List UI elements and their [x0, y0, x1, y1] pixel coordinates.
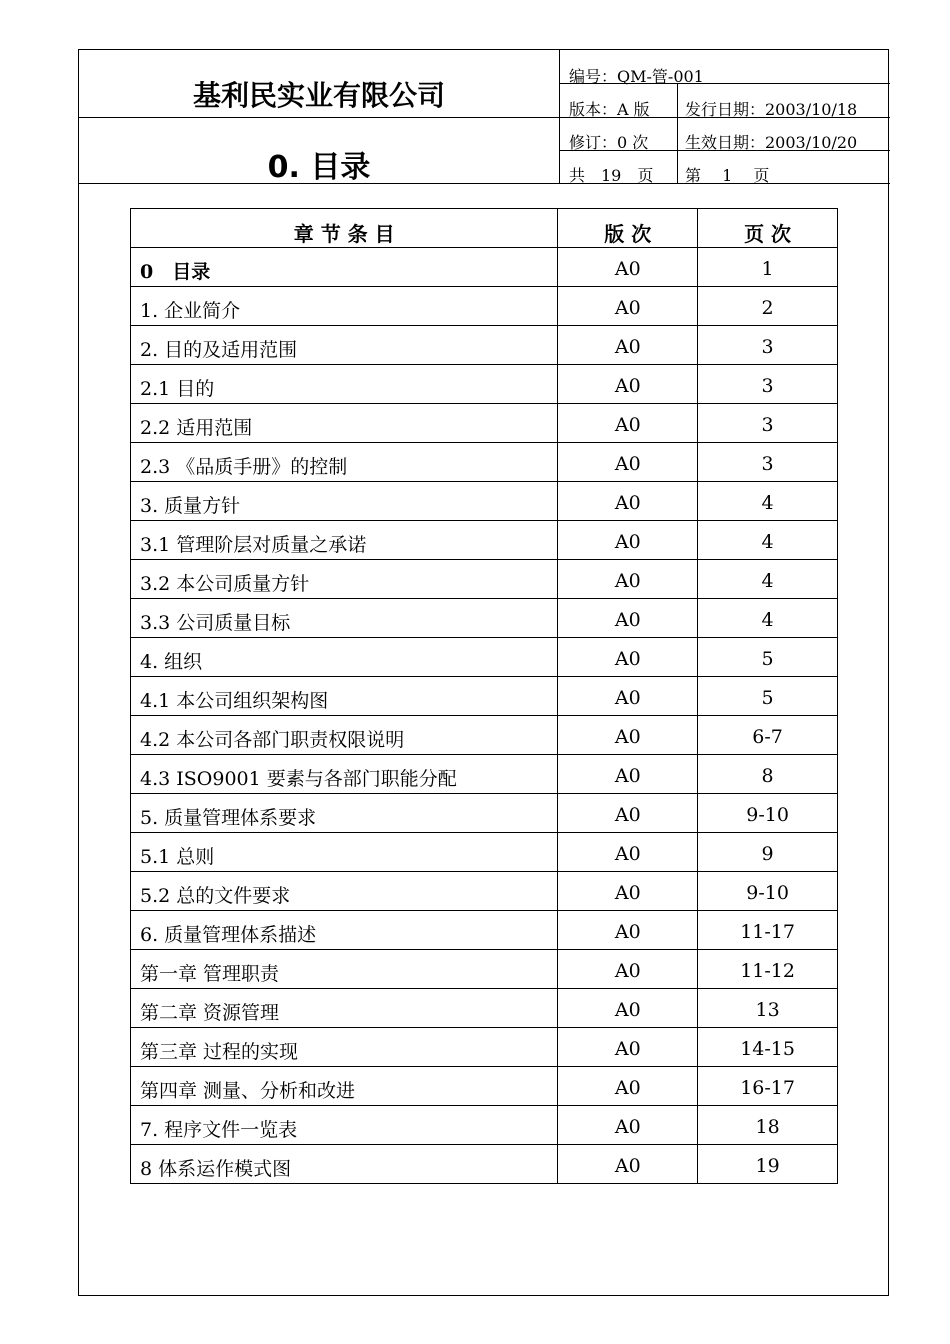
section-cell: 4. 组织 [131, 638, 558, 677]
version-cell: A0 [558, 989, 698, 1028]
version-cell: A0 [558, 872, 698, 911]
section-cell: 6. 质量管理体系描述 [131, 911, 558, 950]
table-row [131, 287, 838, 326]
section-cell: 3.2 本公司质量方针 [131, 560, 558, 599]
section-cell: 2.1 目的 [131, 365, 558, 404]
section-cell: 7. 程序文件一览表 [131, 1106, 558, 1145]
version-cell: A0 [558, 950, 698, 989]
version-cell: A0 [558, 443, 698, 482]
version-cell: A0 [558, 716, 698, 755]
table-row [131, 833, 838, 872]
page-cell: 3 [698, 404, 838, 443]
version-label: 版本：A 版 [569, 100, 650, 119]
table-row [131, 638, 838, 677]
page-cell: 5 [698, 638, 838, 677]
page-cell: 9-10 [698, 794, 838, 833]
section-cell: 4.1 本公司组织架构图 [131, 677, 558, 716]
page-cell: 4 [698, 482, 838, 521]
section-cell: 2.3 《品质手册》的控制 [131, 443, 558, 482]
section-cell: 8 体系运作模式图 [131, 1145, 558, 1184]
table-row [131, 521, 838, 560]
page-cell: 19 [698, 1145, 838, 1184]
section-cell: 4.2 本公司各部门职责权限说明 [131, 716, 558, 755]
page-cell: 4 [698, 560, 838, 599]
version-cell: A0 [558, 326, 698, 365]
page-cell: 3 [698, 326, 838, 365]
effective-date: 生效日期：2003/10/20 [685, 133, 858, 152]
section-cell: 第三章 过程的实现 [131, 1028, 558, 1067]
table-row [131, 365, 838, 404]
page-cell: 9-10 [698, 872, 838, 911]
page-cell: 4 [698, 599, 838, 638]
table-row [131, 716, 838, 755]
header-vertical-small-bottom [677, 117, 678, 183]
table-row [131, 560, 838, 599]
column-header-page: 页 次 [698, 209, 838, 248]
version-cell: A0 [558, 404, 698, 443]
section-cell: 2.2 适用范围 [131, 404, 558, 443]
table-row [131, 1145, 838, 1184]
page-cell: 14-15 [698, 1028, 838, 1067]
header-vertical-main [559, 50, 560, 183]
page-cell: 11-17 [698, 911, 838, 950]
version-cell: A0 [558, 482, 698, 521]
version-cell: A0 [558, 1067, 698, 1106]
page-cell: 3 [698, 443, 838, 482]
header-vertical-small-top [677, 83, 678, 117]
page-cell: 18 [698, 1106, 838, 1145]
table-row [131, 482, 838, 521]
table-row [131, 677, 838, 716]
section-cell: 3.3 公司质量目标 [131, 599, 558, 638]
version-cell: A0 [558, 287, 698, 326]
table-row [131, 911, 838, 950]
page-cell: 4 [698, 521, 838, 560]
table-row [131, 872, 838, 911]
page-cell: 9 [698, 833, 838, 872]
table-row [131, 404, 838, 443]
page-cell: 13 [698, 989, 838, 1028]
table-row [131, 794, 838, 833]
version-cell: A0 [558, 1028, 698, 1067]
version-cell: A0 [558, 638, 698, 677]
table-row [131, 989, 838, 1028]
table-row [131, 1106, 838, 1145]
column-header-version: 版 次 [558, 209, 698, 248]
version-cell: A0 [558, 1106, 698, 1145]
section-cell: 1. 企业简介 [131, 287, 558, 326]
section-cell: 5. 质量管理体系要求 [131, 794, 558, 833]
issue-date: 发行日期：2003/10/18 [685, 100, 858, 119]
section-cell: 5.1 总则 [131, 833, 558, 872]
revision-label: 修订：0 次 [569, 133, 649, 152]
toc-table [130, 208, 838, 1184]
company-name: 基利民实业有限公司 [192, 79, 445, 112]
table-row [131, 755, 838, 794]
section-cell: 4.3 ISO9001 要素与各部门职能分配 [131, 755, 558, 794]
section-cell: 2. 目的及适用范围 [131, 326, 558, 365]
section-cell: 第一章 管理职责 [131, 950, 558, 989]
section-cell: 3.1 管理阶层对质量之承诺 [131, 521, 558, 560]
page-cell: 16-17 [698, 1067, 838, 1106]
version-cell: A0 [558, 365, 698, 404]
table-row [131, 1067, 838, 1106]
table-row [131, 443, 838, 482]
toc-header-row [131, 209, 838, 248]
table-row [131, 248, 838, 287]
table-row [131, 599, 838, 638]
page-cell: 1 [698, 248, 838, 287]
doc-number: 编号：QM-管-001 [569, 67, 704, 86]
section-cell: 第四章 测量、分析和改进 [131, 1067, 558, 1106]
section-cell: 3. 质量方针 [131, 482, 558, 521]
page-cell: 8 [698, 755, 838, 794]
section-cell: 5.2 总的文件要求 [131, 872, 558, 911]
column-header-section: 章 节 条 目 [131, 209, 558, 248]
version-cell: A0 [558, 1145, 698, 1184]
table-row [131, 950, 838, 989]
page-cell: 3 [698, 365, 838, 404]
version-cell: A0 [558, 833, 698, 872]
version-cell: A0 [558, 248, 698, 287]
version-cell: A0 [558, 560, 698, 599]
page-cell: 6-7 [698, 716, 838, 755]
version-cell: A0 [558, 677, 698, 716]
version-cell: A0 [558, 599, 698, 638]
version-cell: A0 [558, 521, 698, 560]
table-row [131, 1028, 838, 1067]
table-row [131, 326, 838, 365]
section-cell: 0 目录 [131, 248, 558, 287]
page-cell: 5 [698, 677, 838, 716]
section-cell: 第二章 资源管理 [131, 989, 558, 1028]
current-page: 第 1 页 [685, 166, 770, 185]
version-cell: A0 [558, 911, 698, 950]
total-pages: 共 19 页 [569, 166, 654, 185]
version-cell: A0 [558, 794, 698, 833]
page-cell: 11-12 [698, 950, 838, 989]
page-cell: 2 [698, 287, 838, 326]
version-cell: A0 [558, 755, 698, 794]
document-title: 0. 目录 [267, 150, 371, 185]
